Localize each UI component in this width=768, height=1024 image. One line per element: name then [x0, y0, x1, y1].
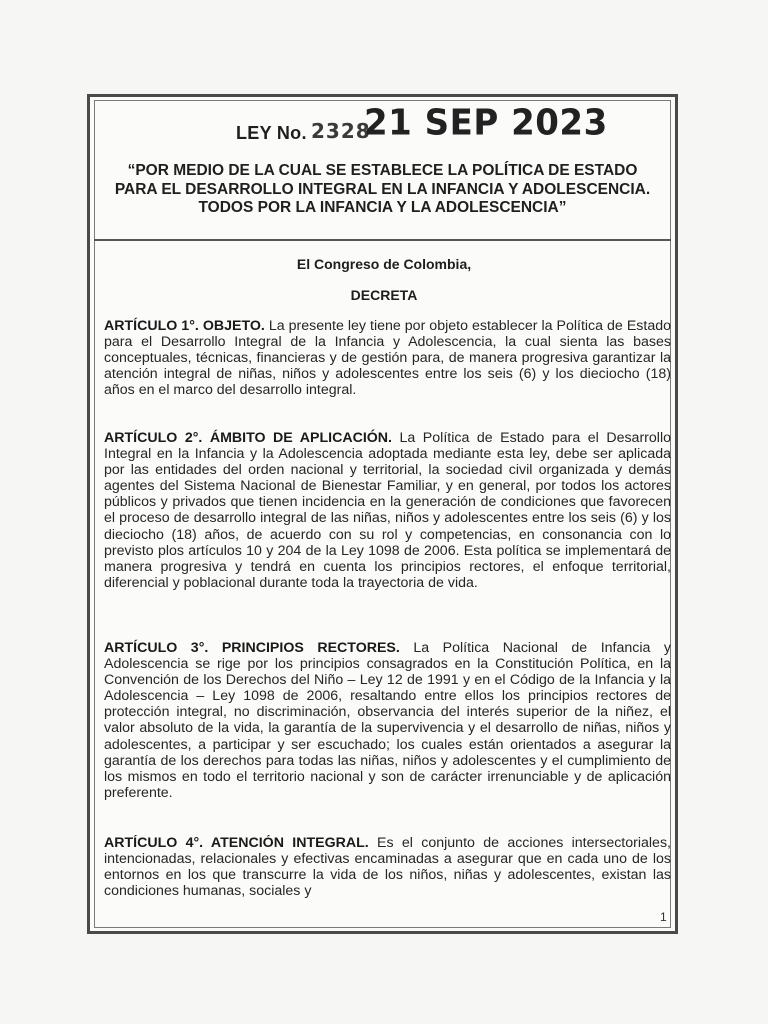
- article-2: [104, 430, 671, 591]
- law-label: LEY No.: [236, 123, 307, 143]
- article-text: La Política Nacional de Infancia y Adolescencia se rige por los principios consagrados en la Constitución Política, en la Convención de los Derechos del Niño – Ley 12 de 1991 y en el Código de la Infancia y la Adolescencia – Ley 1098 de 2006, resaltando entre ellos los principios rectores de protección integral, no discriminación, observancia del interés superior de la niñez, el valor absoluto de la vida, la garantía de la supervivencia y el desarrollo de niñas, niños y adolescentes, a participar y ser escuchado; los cuales están orientados a asegurar la garantía de los derechos para todas las niñas, niños y adolescentes y el cumplimiento de los mismos en todo el territorio nacional y son de carácter irrenunciable y de aplicación preferente.: [104, 640, 671, 801]
- congress-line: El Congreso de Colombia,: [296, 256, 472, 272]
- article-4: [104, 835, 671, 905]
- header-divider: [94, 239, 671, 241]
- law-number-line: [0, 103, 768, 149]
- article-1: [104, 318, 671, 398]
- title-line: “POR MEDIO DE LA CUAL SE ESTABLECE LA POLÍTICA DE ESTADO: [127, 162, 638, 179]
- article-text: Es el conjunto de acciones intersectoriales, intencionadas, relacionales y efectivas encaminadas a asegurar que en cada uno de los entornos en los que transcurre la vida de los niños, niñas y adolescentes, existan las condiciones humanas, sociales y: [104, 835, 671, 900]
- page-number: 1: [660, 910, 667, 924]
- article-3: [104, 640, 671, 801]
- law-title: [100, 162, 665, 218]
- article-heading: ARTÍCULO 2°. ÁMBITO DE APLICACIÓN.: [104, 430, 392, 446]
- article-heading: ARTÍCULO 4°. ATENCIÓN INTEGRAL.: [104, 835, 369, 851]
- title-line: PARA EL DESARROLLO INTEGRAL EN LA INFANCIA Y ADOLESCENCIA.: [114, 180, 651, 198]
- date-stamp: 21 SEP 2023: [364, 102, 608, 144]
- article-heading: ARTÍCULO 3°. PRINCIPIOS RECTORES.: [104, 640, 400, 656]
- decreta-heading: DECRETA: [350, 287, 418, 303]
- article-heading: ARTÍCULO 1°. OBJETO.: [104, 318, 265, 334]
- article-text: La Política de Estado para el Desarrollo Integral en la Infancia y la Adolescencia adoptada mediante esta ley, debe ser aplicada por las entidades del orden nacional y territorial, la sociedad civil organizada y demás agentes del Sistema Nacional de Bienestar Familiar, y en general, por todos los actores públicos y privados que tienen incidencia en la generación de condiciones que favorecen el proceso de desarrollo integral de las niñas, niños y adolescentes entre los seis (6) y los dieciocho (18) años, de acuerdo con su rol y competencias, en consonancia con lo previsto plos artículos 10 y 204 de la Ley 1098 de 2006. Esta política se implementará de manera progresiva y tendrá en cuenta los principios rectores, el enfoque territorial, diferencial y poblacional durante toda la trayectoria de vida.: [104, 430, 671, 591]
- law-number: 2328: [311, 119, 371, 143]
- title-line: TODOS POR LA INFANCIA Y LA ADOLESCENCIA”: [198, 199, 567, 216]
- article-text: La presente ley tiene por objeto establecer la Política de Estado para el Desarrollo Integral de la Infancia y Adolescencia, la cual sienta las bases conceptuales, técnicas, financieras y de gestión para, de manera progresiva garantizar la atención integral de niñas, niños y adolescentes entre los seis (6) y los dieciocho (18) años en el marco del desarrollo integral.: [104, 318, 671, 399]
